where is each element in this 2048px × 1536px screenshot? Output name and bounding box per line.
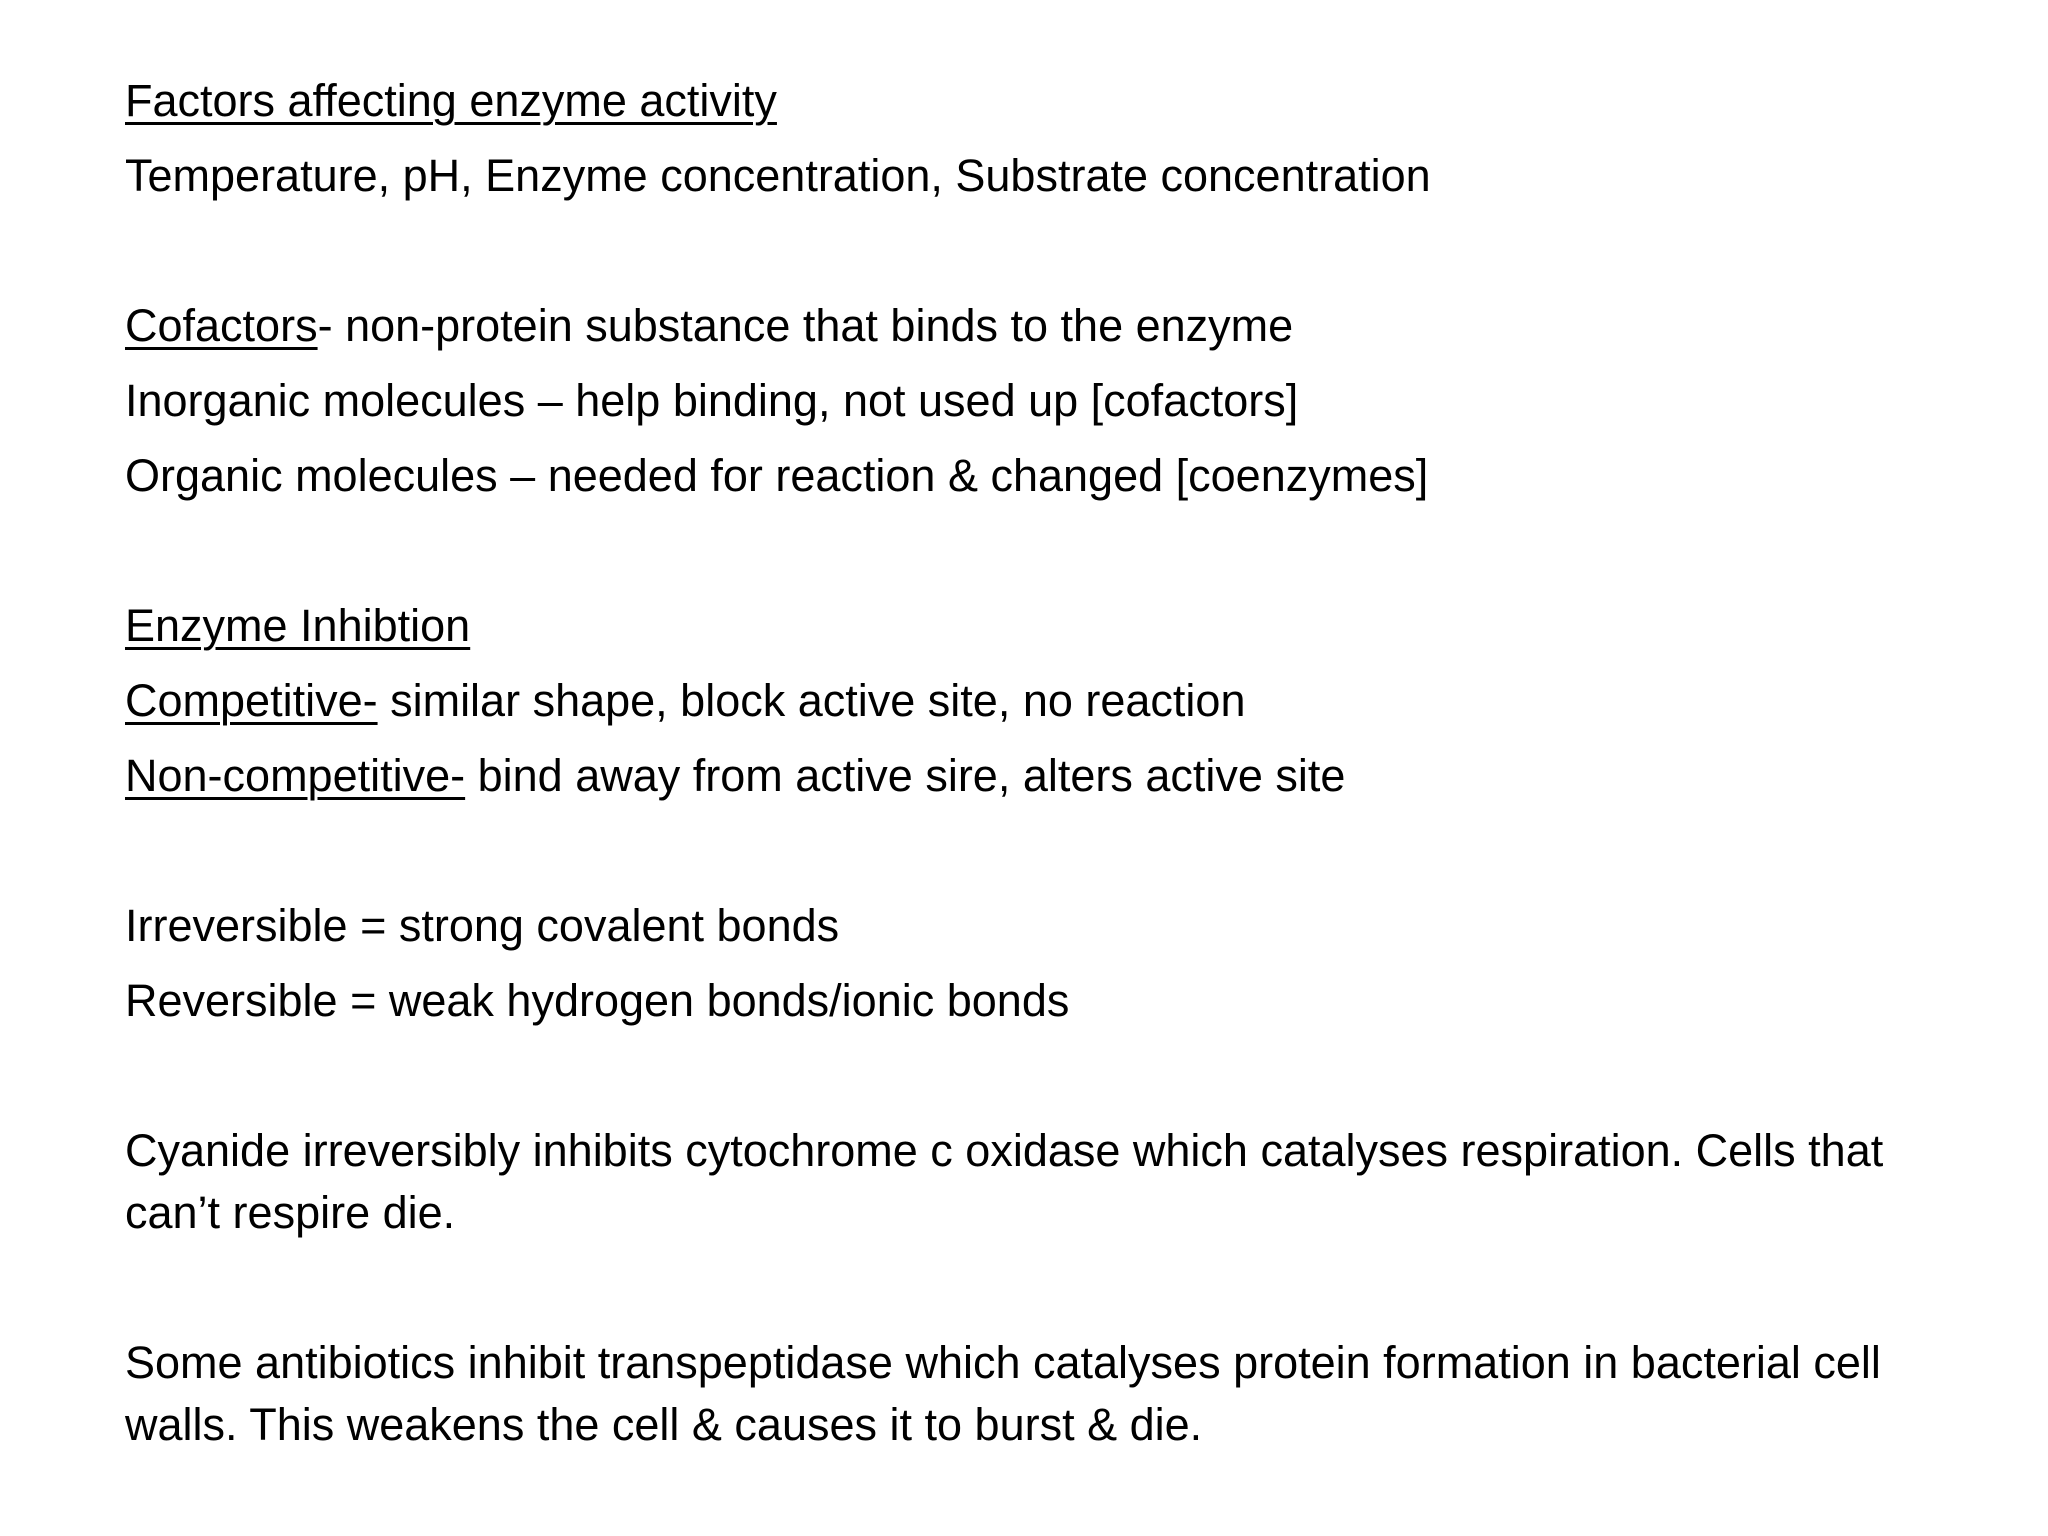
noncompetitive-line (125, 745, 1345, 807)
inhibition-heading: Enzyme Inhibtion (125, 600, 471, 651)
inhibition-heading-line (125, 595, 470, 657)
factors-list: Temperature, pH, Enzyme concentration, Substrate concentration (125, 150, 1431, 201)
competitive-term: Competitive- (125, 675, 378, 726)
reversible-line: Reversible = weak hydrogen bonds/ionic bonds (125, 975, 1070, 1026)
factors-heading-line (125, 70, 777, 132)
cofactors-definition: - non-protein substance that binds to the enzyme (317, 300, 1294, 351)
noncompetitive-text: bind away from active sire, alters active site (465, 750, 1346, 801)
competitive-text: similar shape, block active site, no reaction (377, 675, 1246, 726)
cofactors-term: Cofactors (125, 300, 318, 351)
organic-molecules-line: Organic molecules – needed for reaction & changed [coenzymes] (125, 450, 1429, 501)
inorganic-molecules-line: Inorganic molecules – help binding, not used up [cofactors] (125, 375, 1299, 426)
antibiotics-paragraph: Some antibiotics inhibit transpeptidase which catalyses protein formation in bacterial cell walls. This weakens the cell & causes it to burst & die. (125, 1337, 1881, 1450)
factors-heading: Factors affecting enzyme activity (125, 75, 777, 126)
cyanide-paragraph: Cyanide irreversibly inhibits cytochrome c oxidase which catalyses respiration. Cells that can’t respire die. (125, 1125, 1884, 1238)
irreversible-line: Irreversible = strong covalent bonds (125, 900, 840, 951)
noncompetitive-term: Non-competitive- (125, 750, 466, 801)
cofactors-line (125, 295, 1293, 357)
competitive-line (125, 670, 1245, 732)
